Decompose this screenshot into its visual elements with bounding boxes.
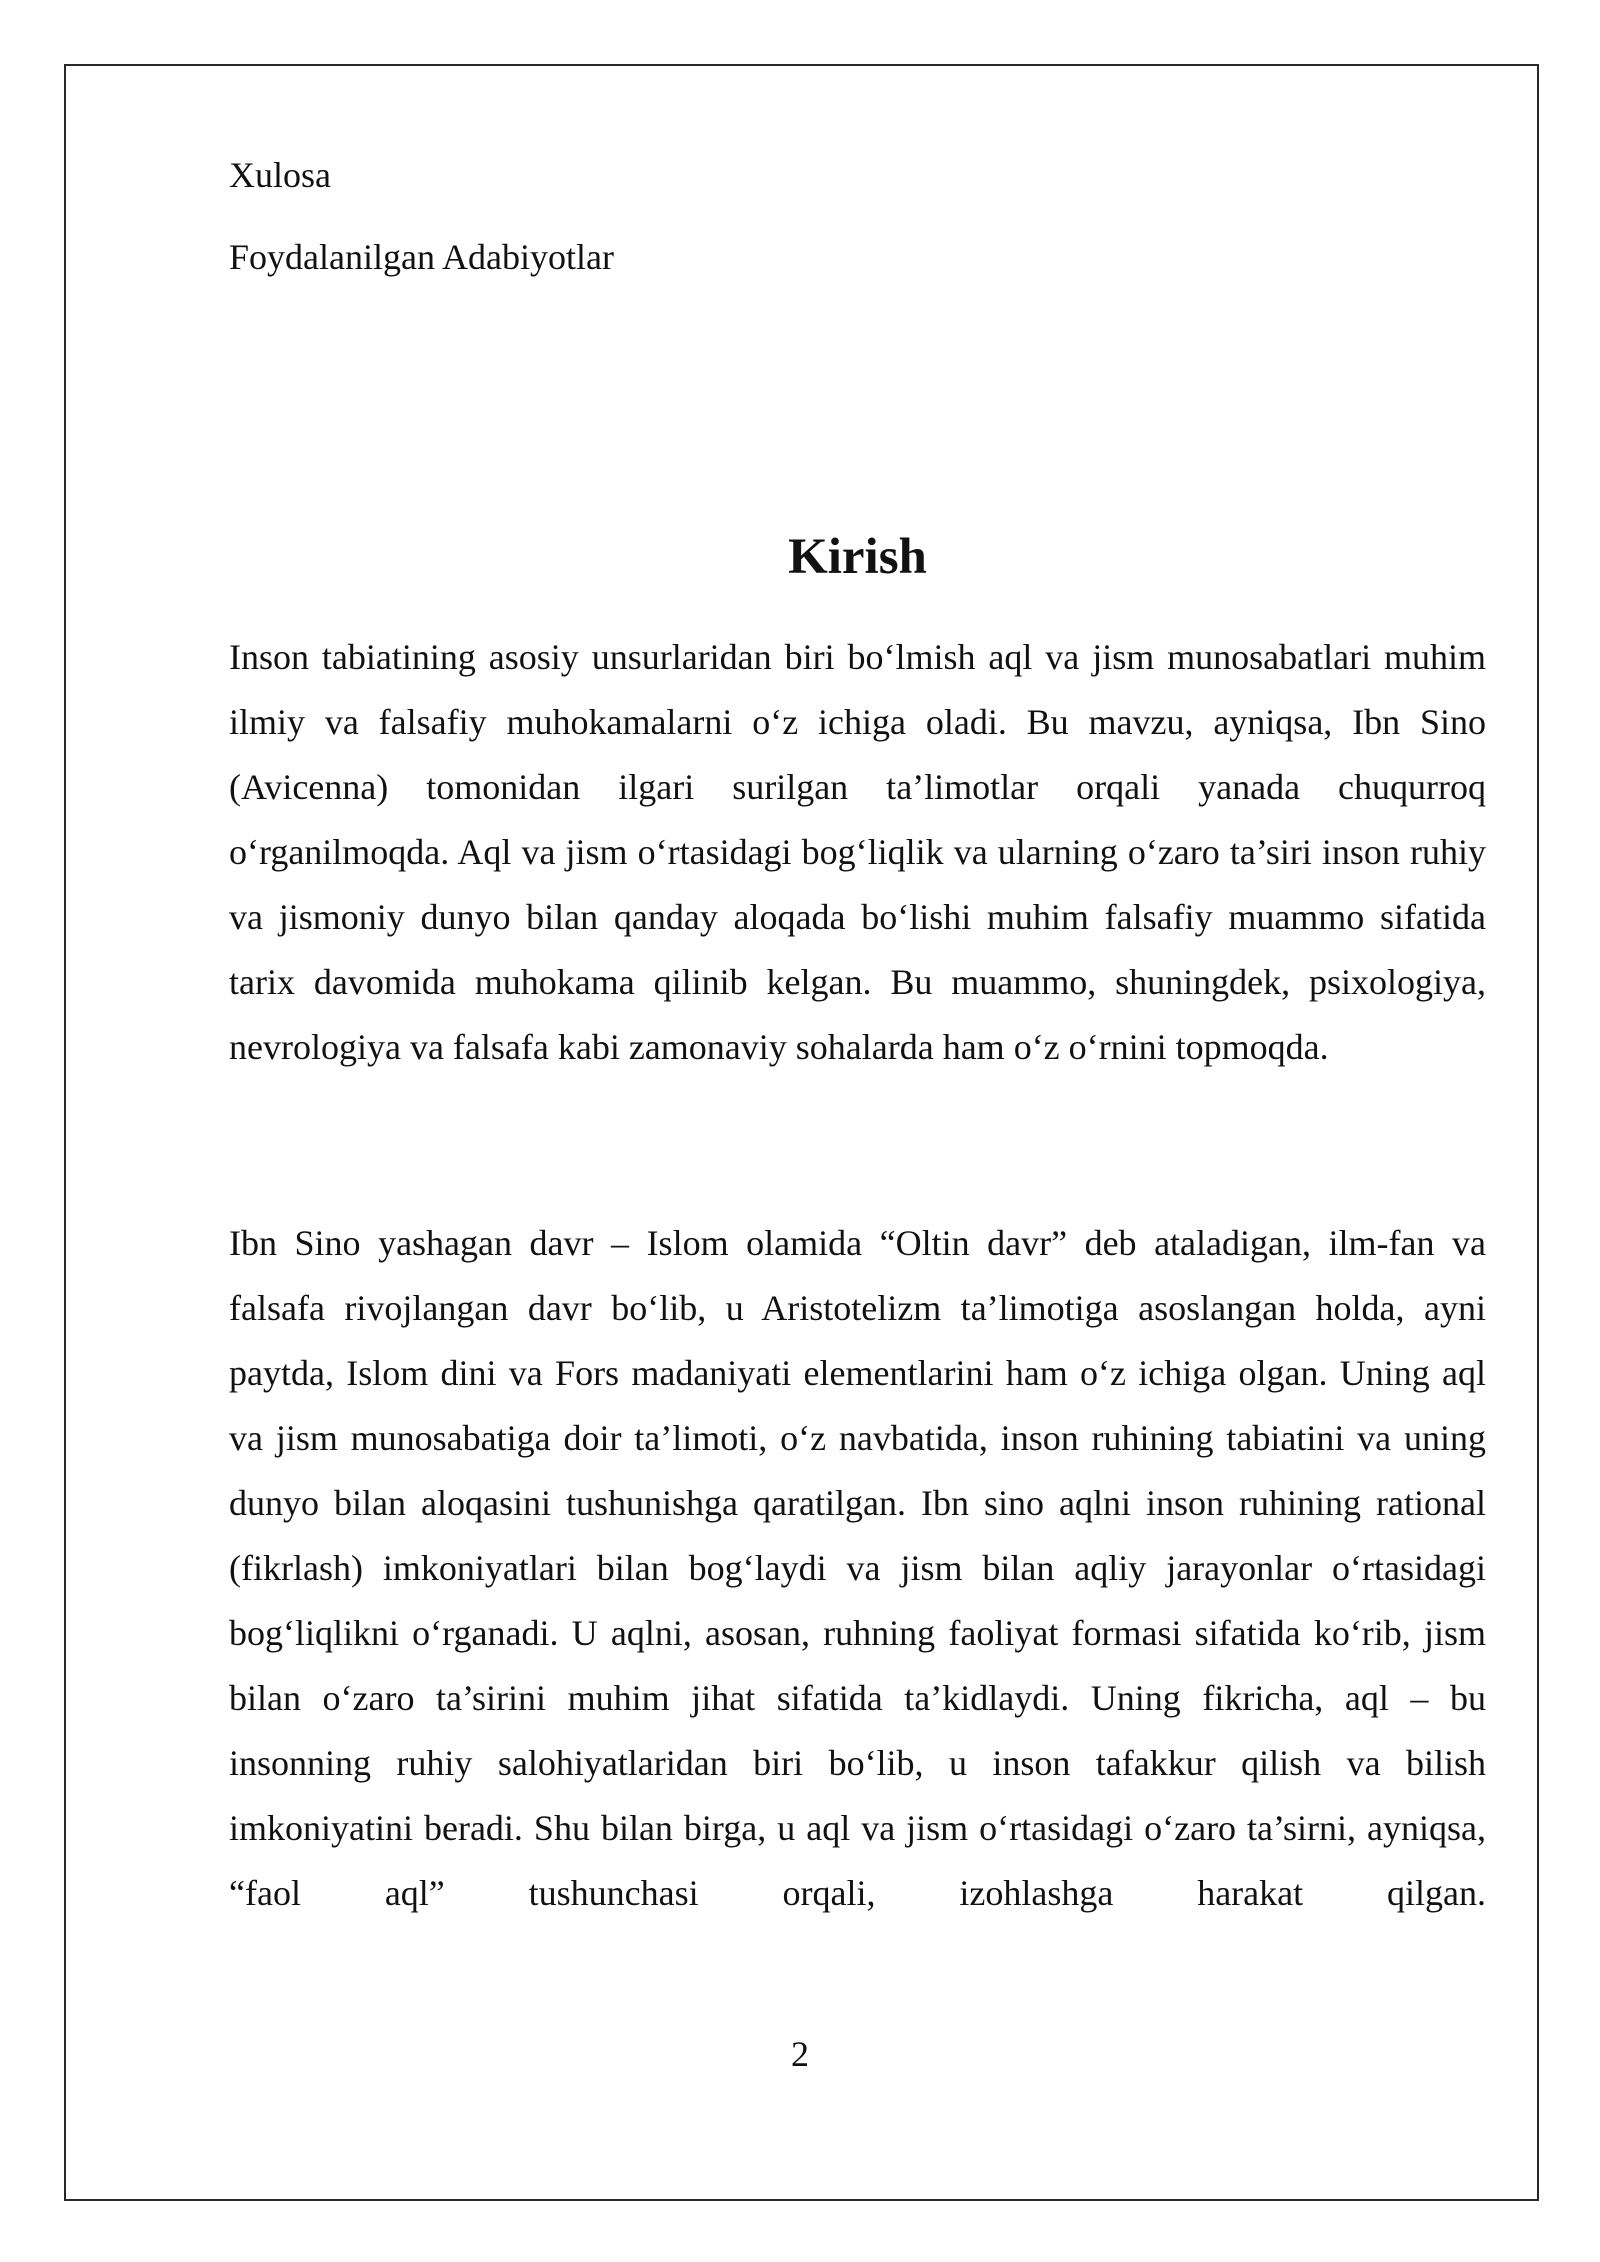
body-paragraph: Ibn Sino yashagan davr – Islom olamida “Oltin davr” deb ataladigan, ilm-fan va falsafa rivojlangan davr bo‘lib, u Aristotelizm ta’limotiga asoslangan holda, ayni paytda, Islom dini va Fors madaniyati elementlarini ham o‘z ichiga olgan. Uning aql va jism munosabatiga doir ta’limoti, o‘z navbatida, inson ruhining tabiatini va uning dunyo bilan aloqasini tushunishga qaratilgan. Ibn sino aqlni inson ruhining rational (fikrlash) imkoniyatlari bilan bog‘laydi va jism bilan aqliy jarayonlar o‘rtasidagi bog‘liqlikni o‘rganadi. U aqlni, asosan, ruhning faoliyat formasi sifatida ko‘rib, jism bilan o‘zaro ta’sirini muhim jihat sifatida ta’kidlaydi. Uning fikricha, aql – bu insonning ruhiy salohiyatlaridan biri bo‘lib, u inson tafakkur qilish va bilish imkoniyatini beradi. Shu bilan birga, u aql va jism o‘rtasidagi o‘zaro ta’sirni, ayniqsa, “faol aql” tushunchasi orqali, izohlashga harakat qilgan. [229, 1223, 1486, 1913]
page-number: 2 [791, 2034, 809, 2074]
toc-item-foydalanilgan-adabiyotlar: Foydalanilgan Adabiyotlar [229, 237, 614, 277]
section-heading: Kirish [788, 529, 927, 586]
body-paragraph: Inson tabiatining asosiy unsurlaridan biri bo‘lmish aql va jism munosabatlari muhim ilmiy va falsafiy muhokamalarni o‘z ichiga oladi. Bu mavzu, ayniqsa, Ibn Sino (Avicenna) tomonidan ilgari surilgan ta’limotlar orqali yanada chuqurroq o‘rganilmoqda. Aql va jism o‘rtasidagi bog‘liqlik va ularning o‘zaro ta’siri inson ruhiy va jismoniy dunyo bilan qanday aloqada bo‘lishi muhim falsafiy muammo sifatida tarix davomida muhokama qilinib kelgan. Bu muammo, shuningdek, psixologiya, nevrologiya va falsafa kabi zamonaviy sohalarda ham o‘z o‘rnini topmoqda. [229, 637, 1486, 1067]
toc-item-xulosa: Xulosa [229, 155, 331, 195]
